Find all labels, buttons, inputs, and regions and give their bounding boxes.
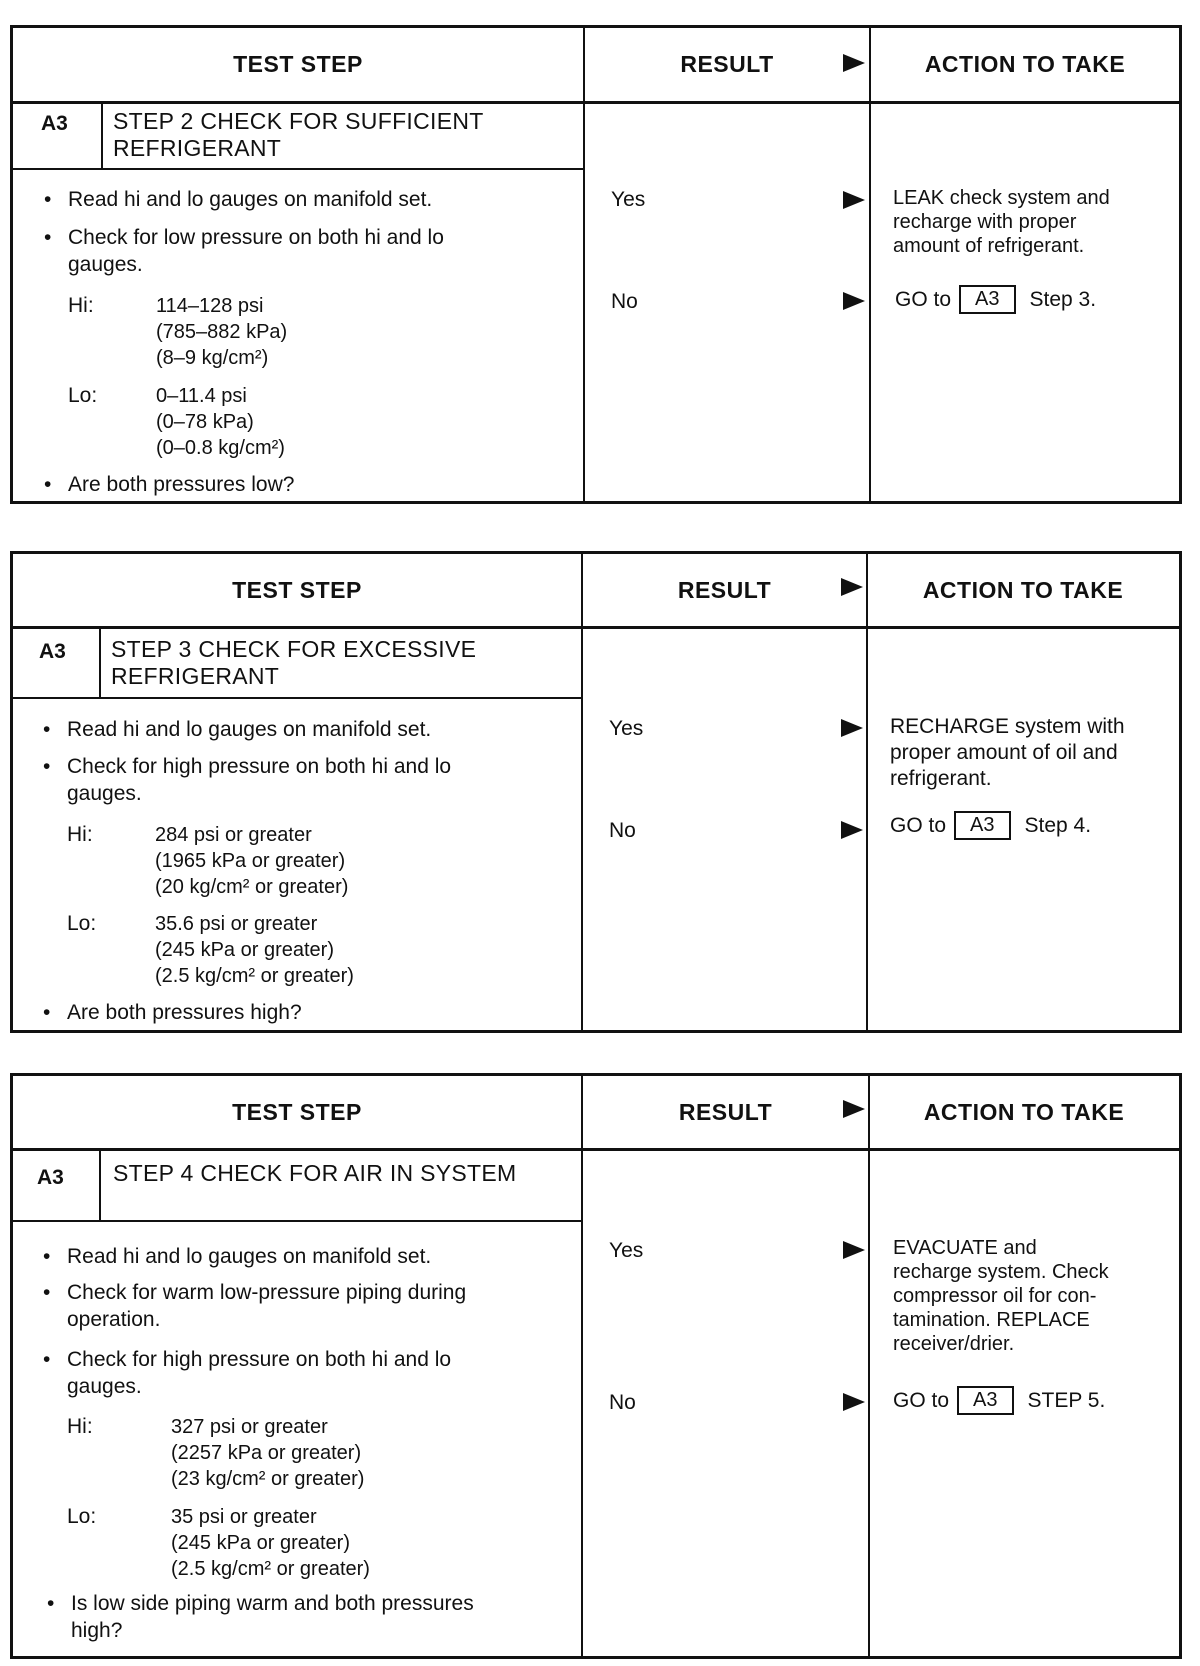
lo-value: (2.5 kg/cm² or greater) bbox=[155, 965, 354, 987]
arrow-icon bbox=[841, 719, 863, 737]
hi-values bbox=[156, 293, 287, 371]
action-line: proper amount of oil and bbox=[890, 741, 1118, 764]
hi-label: Hi: bbox=[68, 294, 94, 317]
bullet-text: Check for high pressure on both hi and lo bbox=[67, 1348, 452, 1371]
list-item bbox=[47, 1590, 474, 1644]
list-item bbox=[43, 1279, 467, 1333]
list-item bbox=[44, 224, 444, 278]
bullet-text: Read hi and lo gauges on manifold set. bbox=[67, 718, 432, 741]
title-divider bbox=[13, 697, 581, 699]
result-no: No bbox=[611, 290, 638, 313]
test-table-step-4 bbox=[10, 1073, 1182, 1659]
action-line: refrigerant. bbox=[890, 767, 992, 790]
bullet-icon: • bbox=[43, 1001, 51, 1024]
header-result: RESULT bbox=[678, 1098, 773, 1125]
code-divider bbox=[99, 626, 101, 697]
bullet-icon: • bbox=[43, 1348, 51, 1371]
step-title bbox=[111, 636, 476, 690]
list-item bbox=[43, 753, 452, 807]
bullet-icon: • bbox=[44, 226, 52, 249]
bullet-icon: • bbox=[47, 1592, 55, 1615]
bullet-icon: • bbox=[43, 1245, 51, 1268]
list-item bbox=[43, 716, 432, 743]
bullet-text: Check for warm low-pressure piping during bbox=[67, 1281, 467, 1304]
lo-values bbox=[155, 911, 354, 989]
bullet-text: gauges. bbox=[68, 253, 143, 276]
goto-prefix: GO to bbox=[893, 1388, 950, 1412]
result-no: No bbox=[609, 1391, 636, 1414]
hi-values bbox=[155, 822, 348, 900]
arrow-icon bbox=[843, 1241, 865, 1259]
action-line: EVACUATE and bbox=[893, 1237, 1037, 1259]
goto-prefix: GO to bbox=[895, 287, 952, 311]
lo-values bbox=[156, 383, 285, 461]
list-item bbox=[43, 1243, 432, 1270]
bullet-text: Are both pressures low? bbox=[68, 473, 295, 496]
bullet-text: gauges. bbox=[67, 782, 142, 805]
list-item bbox=[44, 471, 295, 498]
arrow-icon bbox=[843, 292, 865, 310]
hi-value: (20 kg/cm² or greater) bbox=[155, 876, 349, 898]
goto-code-box: A3 bbox=[959, 285, 1015, 314]
code-divider bbox=[99, 1148, 101, 1220]
action-line: recharge system. Check bbox=[893, 1261, 1109, 1283]
arrow-icon bbox=[843, 191, 865, 209]
bullet-icon: • bbox=[44, 188, 52, 211]
action-line: LEAK check system and bbox=[893, 187, 1110, 209]
action-line: compressor oil for con- bbox=[893, 1285, 1097, 1307]
step-title bbox=[113, 108, 484, 162]
step-code: A3 bbox=[39, 640, 66, 663]
hi-value: 114–128 psi bbox=[156, 295, 264, 317]
step-title-line: STEP 4 CHECK FOR AIR IN SYSTEM bbox=[113, 1160, 517, 1186]
arrow-icon bbox=[843, 54, 865, 72]
column-divider bbox=[581, 1076, 583, 1656]
goto-suffix: Step 4. bbox=[1024, 813, 1092, 837]
goto-code-box: A3 bbox=[957, 1386, 1013, 1415]
lo-value: (0–0.8 kg/cm²) bbox=[156, 437, 285, 459]
header-result: RESULT bbox=[677, 576, 772, 603]
result-yes: Yes bbox=[611, 188, 646, 211]
bullet-text: Are both pressures high? bbox=[67, 1001, 302, 1024]
title-divider bbox=[13, 168, 583, 170]
bullet-icon: • bbox=[43, 718, 51, 741]
column-divider bbox=[868, 1076, 870, 1656]
bullet-text: Is low side piping warm and both pressures bbox=[71, 1592, 474, 1615]
list-item bbox=[43, 1346, 452, 1400]
hi-label: Hi: bbox=[67, 1415, 93, 1438]
lo-value: 0–11.4 psi bbox=[156, 385, 247, 407]
step-title-line: REFRIGERANT bbox=[113, 135, 282, 161]
bullet-icon: • bbox=[44, 473, 52, 496]
step-title-line: STEP 2 CHECK FOR SUFFICIENT bbox=[113, 108, 484, 134]
header-divider bbox=[13, 101, 1179, 104]
bullet-icon: • bbox=[43, 755, 51, 778]
test-table-step-3 bbox=[10, 551, 1182, 1033]
header-result: RESULT bbox=[680, 50, 774, 77]
hi-value: (1965 kPa or greater) bbox=[155, 850, 346, 872]
goto-action bbox=[895, 285, 1096, 314]
hi-value: (2257 kPa or greater) bbox=[171, 1442, 362, 1464]
goto-suffix: Step 3. bbox=[1029, 287, 1097, 311]
hi-value: (785–882 kPa) bbox=[156, 321, 288, 343]
bullet-text: Read hi and lo gauges on manifold set. bbox=[68, 188, 433, 211]
action-line: tamination. REPLACE bbox=[893, 1309, 1090, 1331]
goto-action bbox=[890, 811, 1091, 840]
bullet-text: Check for low pressure on both hi and lo bbox=[68, 226, 444, 249]
hi-label: Hi: bbox=[67, 823, 93, 846]
lo-label: Lo: bbox=[67, 912, 97, 935]
hi-value: (8–9 kg/cm²) bbox=[156, 347, 269, 369]
header-action: ACTION TO TAKE bbox=[922, 576, 1124, 603]
arrow-icon bbox=[841, 578, 863, 596]
lo-value: (2.5 kg/cm² or greater) bbox=[171, 1558, 370, 1580]
step-code: A3 bbox=[41, 112, 68, 135]
result-no: No bbox=[609, 819, 636, 842]
lo-label: Lo: bbox=[68, 384, 98, 407]
action-line: RECHARGE system with bbox=[890, 715, 1125, 738]
lo-value: (245 kPa or greater) bbox=[171, 1532, 350, 1554]
header-action: ACTION TO TAKE bbox=[923, 1098, 1125, 1125]
hi-value: (23 kg/cm² or greater) bbox=[171, 1468, 365, 1490]
arrow-icon bbox=[843, 1100, 865, 1118]
step-code: A3 bbox=[37, 1166, 64, 1189]
action-line: receiver/drier. bbox=[893, 1333, 1015, 1355]
hi-value: 284 psi or greater bbox=[155, 824, 312, 846]
action-line: amount of refrigerant. bbox=[893, 235, 1085, 257]
action-line: recharge with proper bbox=[893, 211, 1077, 233]
bullet-text: Check for high pressure on both hi and lo bbox=[67, 755, 452, 778]
step-title-line: REFRIGERANT bbox=[111, 663, 280, 689]
arrow-icon bbox=[843, 1393, 865, 1411]
hi-value: 327 psi or greater bbox=[171, 1416, 328, 1438]
header-test-step: TEST STEP bbox=[233, 50, 363, 77]
hi-values bbox=[171, 1414, 364, 1492]
header-divider bbox=[13, 626, 1179, 629]
lo-values bbox=[171, 1504, 370, 1582]
title-divider bbox=[13, 1220, 581, 1222]
test-table-step-2 bbox=[10, 25, 1182, 504]
bullet-icon: • bbox=[43, 1281, 51, 1304]
lo-value: 35 psi or greater bbox=[171, 1506, 317, 1528]
result-yes: Yes bbox=[609, 717, 644, 740]
header-action: ACTION TO TAKE bbox=[924, 50, 1126, 77]
header-test-step: TEST STEP bbox=[232, 1098, 362, 1125]
bullet-text: high? bbox=[71, 1619, 123, 1642]
header-divider bbox=[13, 1148, 1179, 1151]
yes-action bbox=[893, 1236, 1109, 1356]
list-item bbox=[43, 999, 302, 1026]
bullet-text: gauges. bbox=[67, 1375, 142, 1398]
step-title bbox=[113, 1160, 517, 1187]
header-test-step: TEST STEP bbox=[232, 576, 362, 603]
goto-suffix: STEP 5. bbox=[1027, 1388, 1106, 1412]
bullet-text: operation. bbox=[67, 1308, 161, 1331]
yes-action bbox=[890, 714, 1125, 792]
bullet-text: Read hi and lo gauges on manifold set. bbox=[67, 1245, 432, 1268]
goto-code-box: A3 bbox=[954, 811, 1010, 840]
yes-action bbox=[893, 186, 1110, 258]
result-yes: Yes bbox=[609, 1239, 644, 1262]
lo-value: 35.6 psi or greater bbox=[155, 913, 318, 935]
arrow-icon bbox=[841, 821, 863, 839]
lo-label: Lo: bbox=[67, 1505, 97, 1528]
step-title-line: STEP 3 CHECK FOR EXCESSIVE bbox=[111, 636, 477, 662]
lo-value: (245 kPa or greater) bbox=[155, 939, 334, 961]
goto-action bbox=[893, 1386, 1105, 1415]
code-divider bbox=[101, 101, 103, 168]
goto-prefix: GO to bbox=[890, 813, 947, 837]
list-item bbox=[44, 186, 433, 213]
lo-value: (0–78 kPa) bbox=[156, 411, 254, 433]
